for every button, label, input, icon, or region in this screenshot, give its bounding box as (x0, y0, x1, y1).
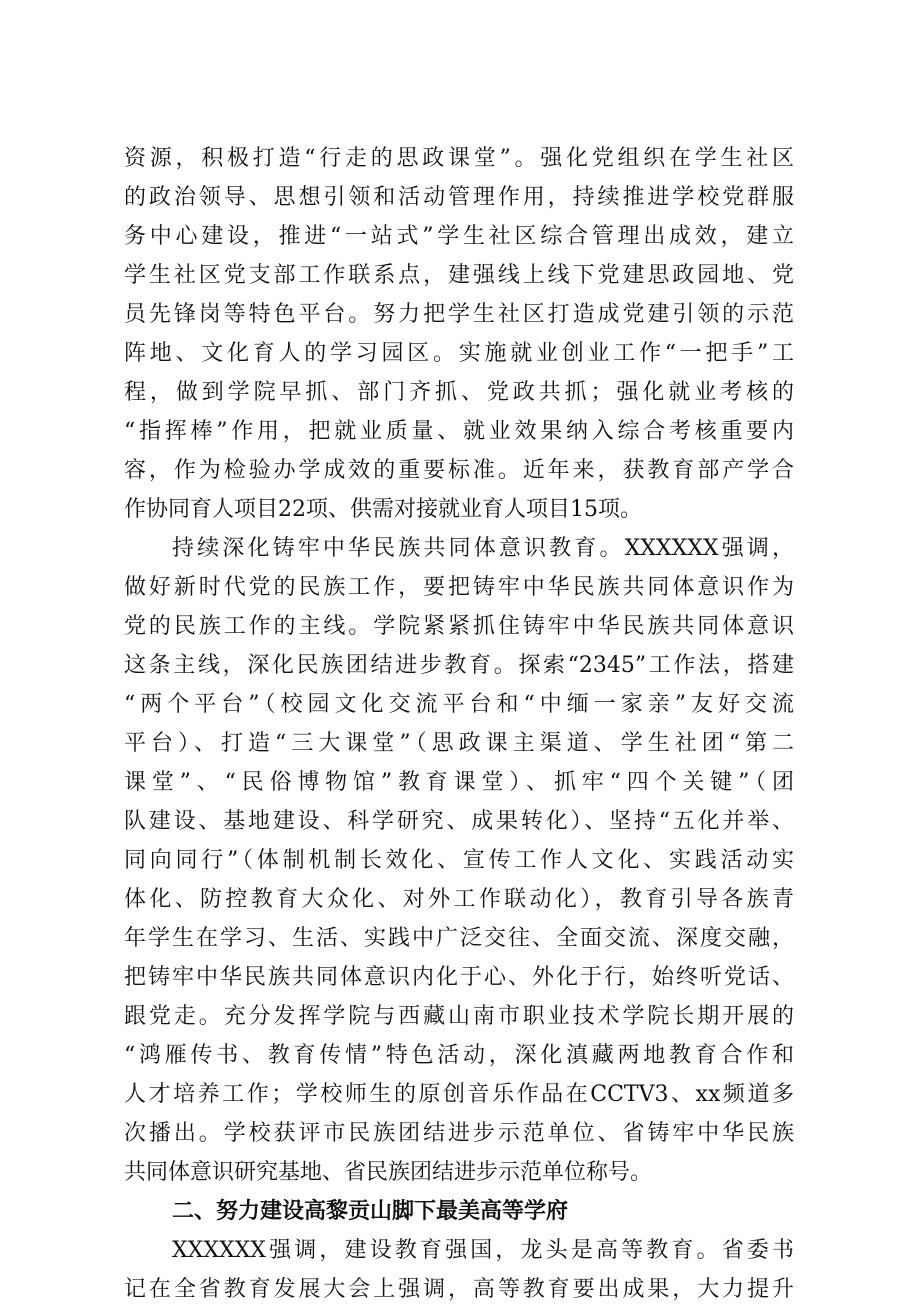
paragraph-line: 容，作为检验办学成效的重要标准。近年来，获教育部产学合 (124, 458, 794, 483)
paragraph-line: 把铸牢中华民族共同体意识内化于心、外化于行，始终听党话、 (124, 965, 794, 990)
paragraph-line: 体化、防控教育大众化、对外工作联动化），教育引导各族青 (124, 887, 794, 912)
paragraph-line: “两个平台”（校园文化交流平台和“中缅一家亲”友好交流 (124, 692, 794, 717)
paragraph-line: “指挥棒”作用，把就业质量、就业效果纳入综合考核重要内 (124, 419, 794, 444)
paragraph-line: 课堂”、“民俗博物馆”教育课堂）、抓牢“四个关键”（团 (124, 770, 794, 795)
section-heading: 二、努力建设高黎贡山脚下最美高等学府 (172, 1199, 569, 1224)
paragraph-line: “鸿雁传书、教育传情”特色活动，深化滇藏两地教育合作和 (124, 1043, 794, 1068)
paragraph-line: 务中心建设，推进“一站式”学生社区综合管理出成效，建立 (124, 224, 794, 249)
paragraph-line: 共同体意识研究基地、省民族团结进步示范单位称号。 (124, 1160, 653, 1185)
paragraph-line: 员先锋岗等特色平台。努力把学生社区打造成党建引领的示范 (124, 302, 794, 327)
paragraph-line: 这条主线，深化民族团结进步教育。探索“2345”工作法，搭建 (124, 653, 794, 678)
paragraph-ethnic-unity (124, 529, 794, 1192)
paragraph-line: 持续深化铸牢中华民族共同体意识教育。XXXXXX强调， (172, 536, 794, 561)
paragraph-line: 人才培养工作；学校师生的原创音乐作品在CCTV3、xx频道多 (124, 1082, 794, 1107)
paragraph-line: 阵地、文化育人的学习园区。实施就业创业工作“一把手”工 (124, 341, 794, 366)
paragraph-line: 做好新时代党的民族工作，要把铸牢中华民族共同体意识作为 (124, 575, 794, 600)
paragraph-line: 的政治领导、思想引领和活动管理作用，持续推进学校党群服 (124, 185, 794, 210)
paragraph-line: 跟党走。充分发挥学院与西藏山南市职业技术学院长期开展的 (124, 1004, 794, 1029)
paragraph-line: 平台）、打造“三大课堂”（思政课主渠道、学生社团“第二 (124, 731, 794, 756)
paragraph-line: 同向同行”（体制机制长效化、宣传工作人文化、实践活动实 (124, 848, 794, 873)
paragraph-line: 作协同育人项目22项、供需对接就业育人项目15项。 (124, 497, 642, 522)
paragraph-line: 资源，积极打造“行走的思政课堂”。强化党组织在学生社区 (124, 146, 794, 171)
paragraph-line: 党的民族工作的主线。学院紧紧抓住铸牢中华民族共同体意识 (124, 614, 794, 639)
paragraph-line: 队建设、基地建设、科学研究、成果转化）、坚持“五化并举、 (124, 809, 794, 834)
paragraph-line: XXXXXX强调，建设教育强国，龙头是高等教育。省委书 (172, 1238, 794, 1263)
paragraph-line: 年学生在学习、生活、实践中广泛交往、全面交流、深度交融， (124, 926, 794, 951)
document-body (124, 139, 794, 1309)
paragraph-line: 次播出。学校获评市民族团结进步示范单位、省铸牢中华民族 (124, 1121, 794, 1146)
paragraph-line: 记在全省教育发展大会上强调，高等教育要出成果，大力提升 (124, 1277, 794, 1302)
paragraph-employment (124, 139, 794, 529)
paragraph-line: 学生社区党支部工作联系点，建强线上线下党建思政园地、党 (124, 263, 794, 288)
paragraph-line: 程，做到学院早抓、部门齐抓、党政共抓；强化就业考核的 (124, 380, 794, 405)
paragraph-higher-education (124, 1231, 794, 1309)
